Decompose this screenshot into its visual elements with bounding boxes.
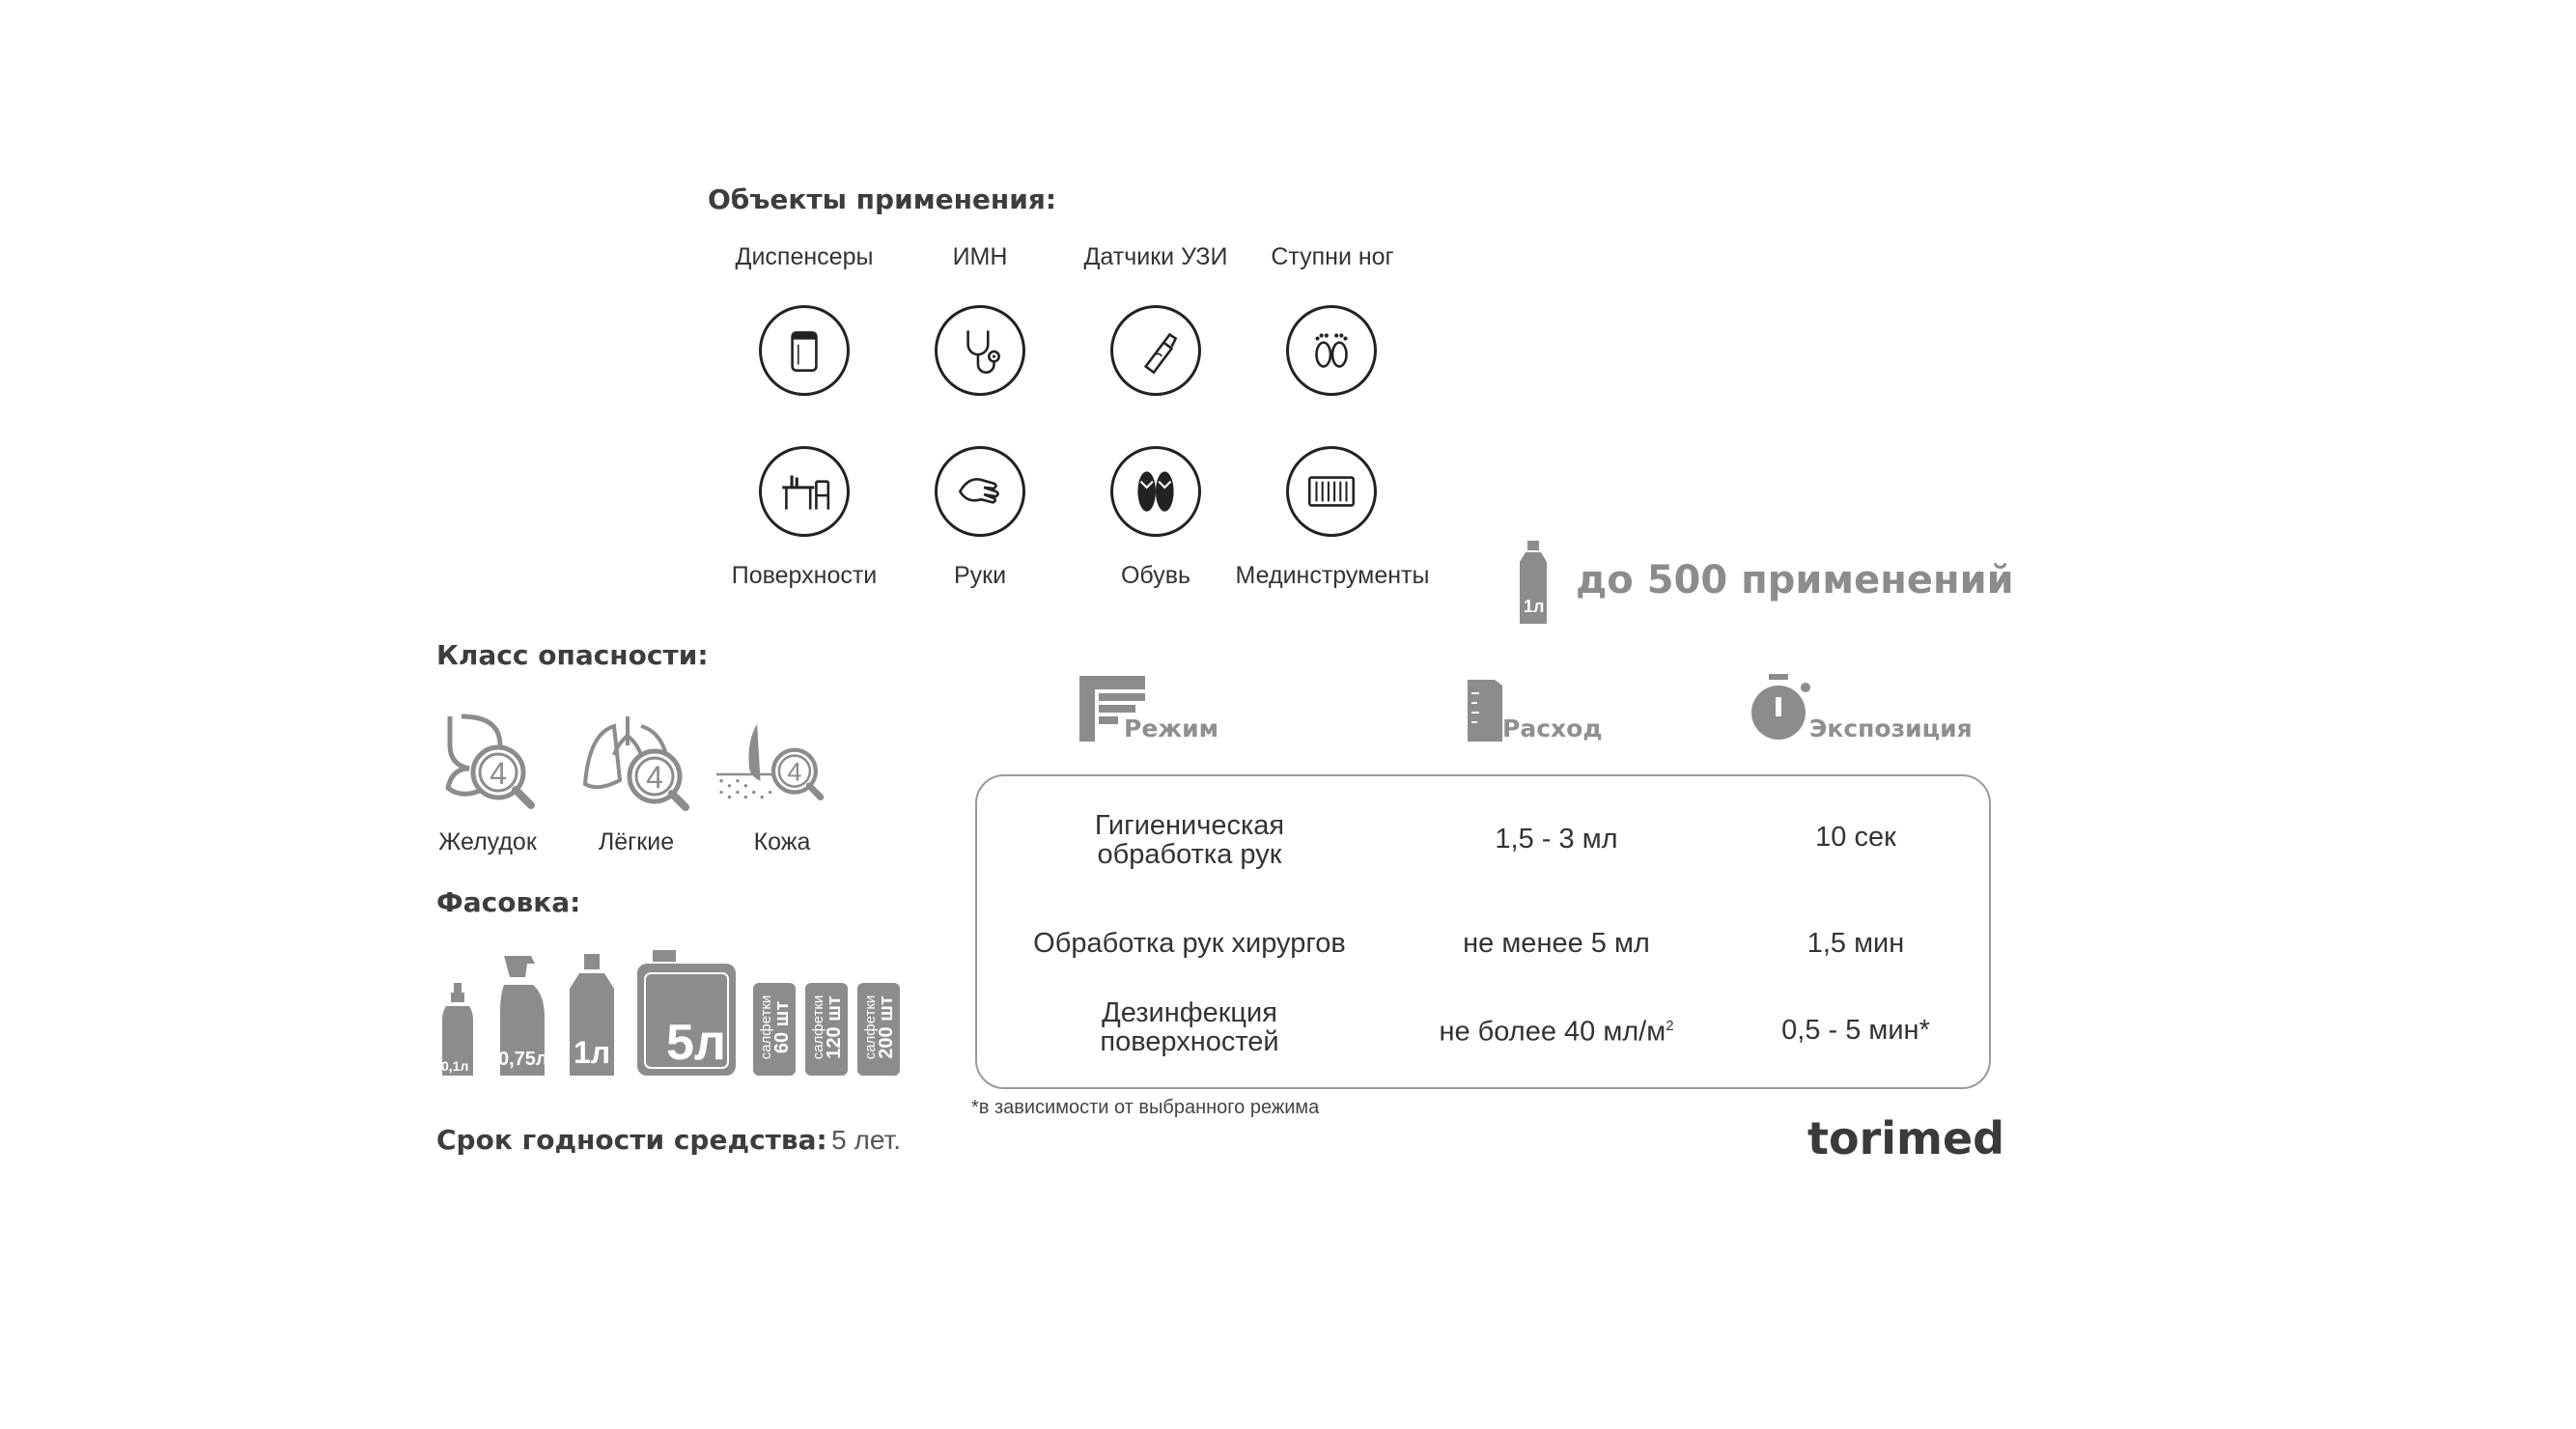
stethoscope-icon — [935, 305, 1025, 396]
table-row-1-exposure: 10 сек — [1815, 822, 1896, 853]
hazard-class-number: 4 — [787, 757, 802, 787]
bottle-1l-icon — [1516, 541, 1553, 626]
modes-table — [975, 774, 1991, 1089]
table-row-3-mode: Дезинфекция поверхностей — [1100, 997, 1279, 1057]
stomach-icon — [431, 707, 545, 826]
furniture-surfaces-icon — [759, 446, 850, 537]
small-spray-bottle-icon — [438, 983, 477, 1076]
hazard-title: Класс опасности: — [436, 639, 709, 671]
packaging-title: Фасовка: — [436, 886, 581, 918]
ultrasound-probe-icon — [1110, 305, 1201, 396]
table-row-2-exposure: 1,5 мин — [1806, 928, 1905, 959]
table-row-2-mode: Обработка рук хирургов — [1033, 928, 1346, 959]
header-mode: Режим — [1124, 714, 1219, 743]
bottle-icon — [568, 954, 616, 1076]
lungs-icon — [579, 707, 693, 826]
hazard-label-skin: Кожа — [753, 828, 811, 855]
object-label-feet: Ступни ног — [1271, 243, 1394, 270]
object-label-footwear: Обувь — [1120, 562, 1191, 589]
pack-label-0-75l: 0,75л — [498, 1049, 548, 1070]
wipes-canister-icon — [753, 983, 796, 1076]
object-label-instruments: Мединструменты — [1235, 562, 1430, 589]
wipes-count: 60 шт — [771, 1000, 793, 1054]
measuring-cup-icon — [1468, 680, 1502, 742]
wipes-canister-icon — [857, 983, 900, 1076]
shelf-life-label: Срок годности средства: — [436, 1124, 827, 1156]
hazard-class-number: 4 — [490, 756, 507, 791]
object-label-dispensers: Диспенсеры — [735, 243, 874, 270]
feet-icon — [1286, 305, 1377, 396]
table-row-3-exposure: 0,5 - 5 мин* — [1781, 1015, 1930, 1046]
bottle-volume: 1л — [1524, 597, 1545, 616]
usage-text: до 500 применений — [1576, 558, 2014, 602]
table-row-1-consumption: 1,5 - 3 мл — [1495, 824, 1618, 855]
flip-flops-icon — [1110, 446, 1201, 537]
wipes-label: салфетки — [810, 995, 826, 1060]
hazard-class-number: 4 — [646, 760, 663, 795]
header-exposure: Экспозиция — [1809, 714, 1973, 743]
canister-icon — [637, 950, 736, 1076]
stopwatch-icon — [1750, 674, 1815, 743]
hazard-label-lungs: Лёгкие — [598, 828, 675, 855]
object-label-ultrasound: Датчики УЗИ — [1083, 243, 1228, 270]
wipes-count: 200 шт — [876, 995, 897, 1059]
table-row-2-consumption: не менее 5 мл — [1463, 928, 1650, 959]
shelf-life-value: 5 лет. — [831, 1125, 902, 1155]
table-row-1-mode: Гигиеническая обработка рук — [1094, 810, 1285, 870]
wipes-label: салфетки — [758, 995, 774, 1060]
pack-label-1l: 1л — [574, 1035, 611, 1070]
hazard-label-stomach: Желудок — [438, 828, 537, 855]
pack-label-0-1l: 0,1л — [441, 1058, 469, 1074]
wipes-count: 120 шт — [824, 995, 845, 1059]
pack-label-5l: 5л — [666, 1015, 726, 1071]
object-label-imn: ИМН — [952, 243, 1008, 270]
header-consumption: Расход — [1502, 714, 1603, 743]
table-footnote: *в зависимости от выбранного режима — [971, 1097, 1320, 1118]
wipes-canister-icon — [805, 983, 848, 1076]
trigger-spray-bottle-icon — [494, 956, 552, 1076]
skin-icon — [716, 707, 830, 826]
wipes-label: салфетки — [862, 995, 879, 1060]
dispenser-icon — [759, 305, 850, 396]
shelf-life — [436, 1124, 901, 1156]
table-row-3-consumption: не более 40 $мл/м^2$ — [1439, 1016, 1674, 1048]
object-label-hands: Руки — [953, 562, 1007, 589]
medical-instruments-tray-icon — [1286, 446, 1377, 537]
object-label-surfaces: Поверхности — [731, 562, 878, 589]
hand-glove-icon — [935, 446, 1025, 537]
objects-title: Объекты применения: — [708, 183, 1057, 215]
brand-logo: torimed — [1807, 1112, 2005, 1164]
